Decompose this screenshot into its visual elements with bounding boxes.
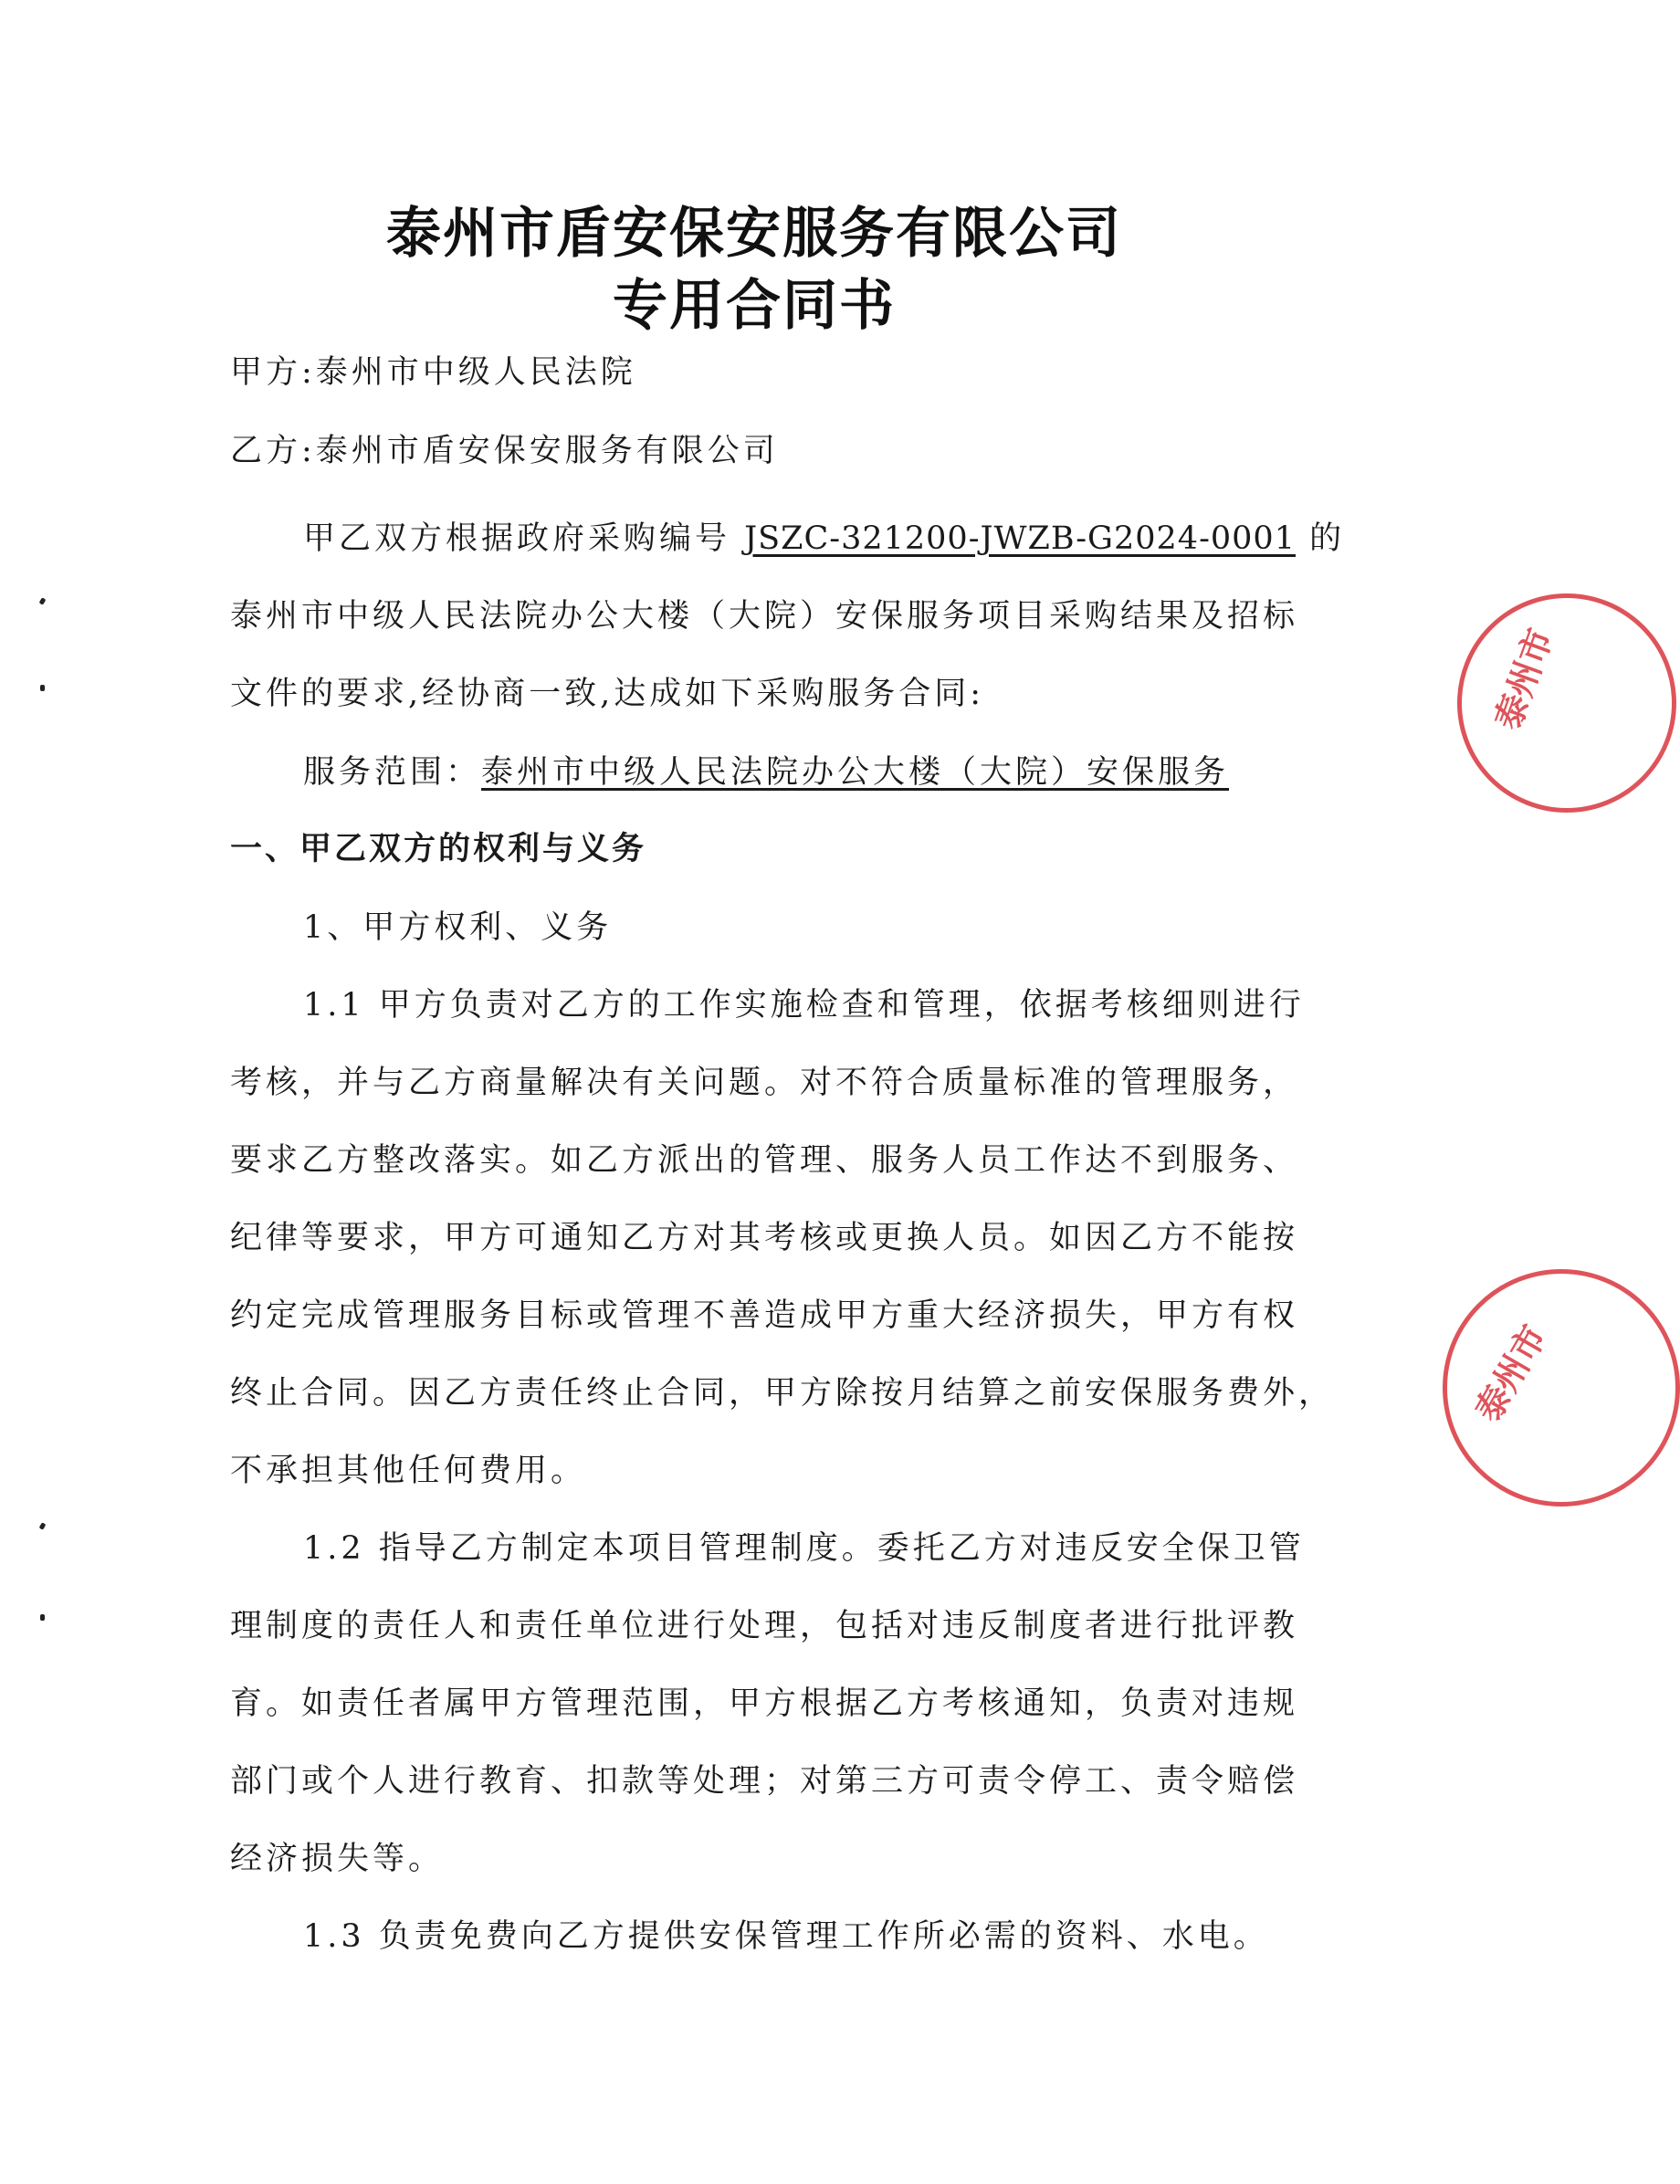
clause-1-2-line: 经济损失等。 [230, 1841, 445, 1877]
clause-1-1-line: 约定完成管理服务目标或管理不善造成甲方重大经济损失，甲方有权 [230, 1297, 1299, 1334]
clause-1-2-line: 部门或个人进行教育、扣款等处理；对第三方可责令停工、责令赔偿 [230, 1763, 1299, 1800]
service-scope [303, 754, 1280, 791]
intro-lead: 甲乙双方根据政府采购编号 [303, 520, 731, 557]
clause-1-2-line: 育。如责任者属甲方管理范围，甲方根据乙方考核通知，负责对违规 [230, 1685, 1299, 1722]
seal-text: 泰州市 [1467, 1318, 1555, 1429]
clause-1-2-line: 理制度的责任人和责任单位进行处理，包括对违反制度者进行批评教 [230, 1608, 1299, 1644]
subsection-heading: 1、甲方权利、义务 [303, 909, 613, 946]
clause-1-1-line: 要求乙方整改落实。如乙方派出的管理、服务人员工作达不到服务、 [230, 1142, 1299, 1179]
clause-1-1-line: 纪律等要求，甲方可通知乙方对其考核或更换人员。如因乙方不能按 [230, 1220, 1299, 1256]
party-b: 乙方:泰州市盾安保安服务有限公司 [230, 433, 779, 469]
procurement-number: JSZC-321200-JWZB-G2024-0001 [744, 520, 1296, 557]
document-title: 泰州市盾安保安服务有限公司 [386, 202, 1122, 266]
intro-line-3: 文件的要求,经协商一致,达成如下采购服务合同: [230, 676, 985, 712]
binding-mark [39, 1522, 47, 1530]
clause-1-2-line: 1.2 指导乙方制定本项目管理制度。委托乙方对违反安全保卫管 [303, 1530, 1305, 1567]
scope-label: 服务范围： [303, 754, 482, 791]
party-a: 甲方:泰州市中级人民法院 [230, 354, 636, 391]
clause-1-1-line: 1.1 甲方负责对乙方的工作实施检查和管理，依据考核细则进行 [303, 987, 1305, 1024]
company-seal-fragment-mid [1443, 1269, 1680, 1507]
company-seal-fragment-top [1457, 593, 1676, 813]
seal-text: 泰州市 [1487, 623, 1561, 735]
clause-1-1-line: 不承担其他任何费用。 [230, 1453, 587, 1489]
intro-tail: 的 [1309, 520, 1346, 557]
clause-1-3: 1.3 负责免费向乙方提供安保管理工作所必需的资料、水电。 [303, 1918, 1269, 1955]
clause-1-1-line: 终止合同。因乙方责任终止合同，甲方除按月结算之前安保服务费外， [230, 1375, 1335, 1412]
binding-mark [40, 1614, 45, 1621]
document-subtitle: 专用合同书 [613, 274, 896, 338]
binding-mark [40, 685, 45, 691]
section-heading: 一、甲乙双方的权利与义务 [230, 831, 647, 867]
intro-line-2: 泰州市中级人民法院办公大楼（大院）安保服务项目采购结果及招标 [230, 598, 1299, 635]
scope-value: 泰州市中级人民法院办公大楼（大院）安保服务 [481, 754, 1230, 791]
intro-line-1 [303, 520, 1346, 557]
clause-1-1-line: 考核，并与乙方商量解决有关问题。对不符合质量标准的管理服务， [230, 1065, 1299, 1101]
binding-mark [39, 597, 47, 605]
